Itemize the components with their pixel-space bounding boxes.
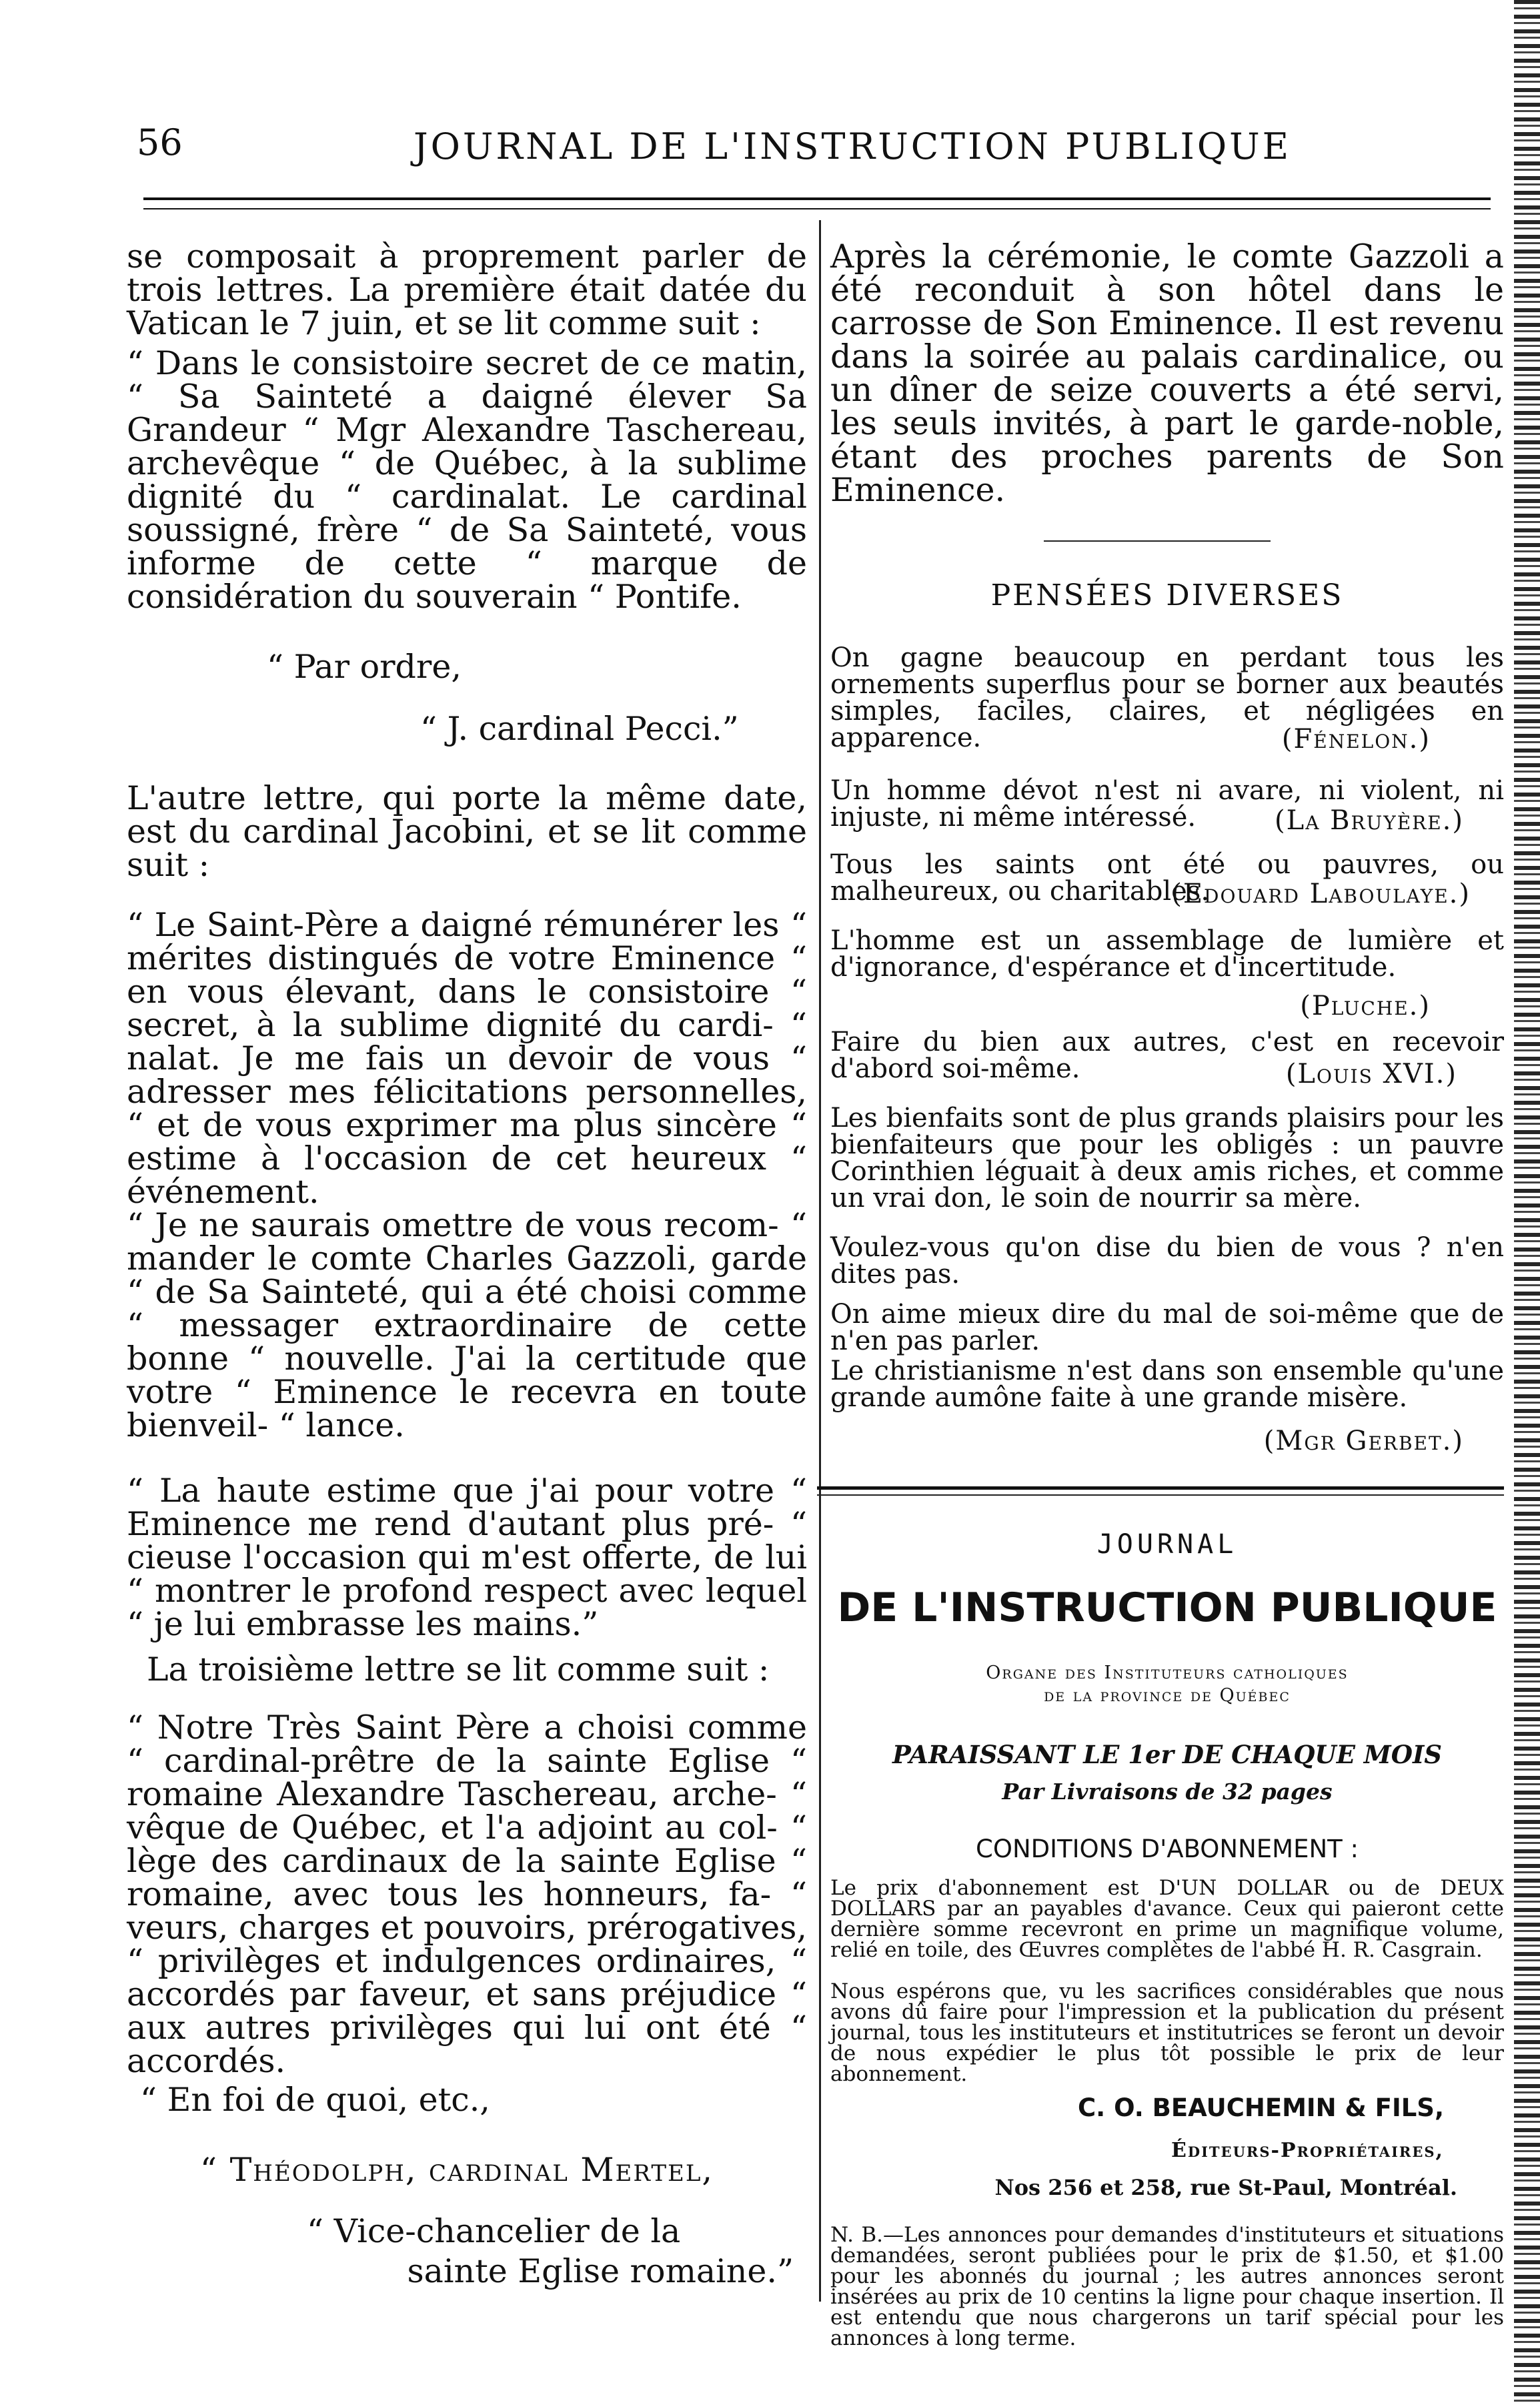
maxim-fenelon-author: (Fénelon.) (1281, 724, 1431, 755)
maxim-voulez-vous: Voulez-vous qu'on dise du bien de vous ? n'en dites pas. (830, 1232, 1504, 1290)
advert-rule (817, 1486, 1504, 1490)
quote-mertel-signature: “ Théodolph, cardinal Mertel, (200, 2151, 714, 2189)
maxim-la-bruyere: Un homme dévot n'est ni avare, ni violent, ni injuste, ni même intéressé. (830, 775, 1504, 833)
advert-prix: Le prix d'abonnement est D'UN DOLLAR ou de DEUX DOLLARS par an payables d'avance. Ceux qui paieront cette dernière somme recevront en prime un magnifique volume, relié en toile, des Œuvres complètes de l'abbé H. R. Casgrain. (830, 1876, 1504, 1962)
quote-pecci-order: “ Par ordre, (267, 648, 462, 686)
quote-pecci-signature: “ J. cardinal Pecci.” (420, 710, 739, 748)
section-rule (1044, 540, 1271, 542)
advert-rule-thin (817, 1494, 1504, 1496)
advert-organe-2: de la province de Québec (1044, 1685, 1291, 1706)
maxim-bienfaits: Les bienfaits sont de plus grands plaisirs pour les bienfaiteurs que pour les obligés : un pauvre Corinthien léguait à deux amis riches, et comme un vrai don, le soin de nourrir sa mère. (830, 1103, 1504, 1214)
quote-jacobini-1: “ Le Saint-Père a daigné rémunérer les “ mérites distingués de votre Eminence “ en vous élevant, dans le consistoire “ secret, à la sublime dignité du cardi- “ nalat. Je me fais un devoir de vous “ adresser mes félicitations personnelles, “ et de vous exprimer ma plus sincère “ estime à l'occasion de cet heureux “ événement. (127, 906, 807, 1211)
quote-mertel-title-1: “ Vice-chancelier de la (307, 2212, 681, 2250)
maxim-laboulaye: Tous les saints ont été ou pauvres, ou malheureux, ou charitables. (830, 849, 1504, 907)
advert-title: DE L'INSTRUCTION PUBLIQUE (837, 1584, 1497, 1631)
paragraph-troisieme: La troisième lettre se lit comme suit : (147, 1650, 770, 1689)
advert-paraissant: PARAISSANT LE 1er DE CHAQUE MOIS (892, 1740, 1442, 1769)
quote-mertel: “ Notre Très Saint Père a choisi comme “ cardinal-prêtre de la sainte Eglise “ romaine Alexandre Taschereau, arche- “ vêque de Québec, et l'a adjoint au col- “ lège des cardinaux de la sainte Eglise “ romaine, avec tous les honneurs, fa- “ veurs, charges et pouvoirs, prérogatives, “ privilèges et indulgences ordinaires, “ accordés par faveur, et sans préjudice “ aux autres privilèges qui lui ont été “ accordés. (127, 1709, 808, 2080)
maxim-la-bruyere-author: (La Bruyère.) (1275, 805, 1464, 836)
running-title: JOURNAL DE L'INSTRUCTION PUBLIQUE (414, 125, 1292, 167)
quote-pecci: “ Dans le consistoire secret de ce matin, “ Sa Sainteté a daigné élever Sa Grandeur “ Mgr Alexandre Taschereau, archevêque “ de Québec, à la sublime dignité du “ cardinalat. Le cardinal soussigné, frère “ de Sa Sainteté, vous informe de cette “ marque de considération du souverain “ Pontife. (127, 344, 807, 616)
column-divider (819, 220, 821, 2302)
maxim-christianisme: Le christianisme n'est dans son ensemble qu'une grande aumône faite à une grande misère. (830, 1356, 1504, 1413)
maxim-pluche-author: (Pluche.) (1300, 991, 1431, 1021)
header-rule (143, 197, 1491, 200)
advert-organe-1: Organe des Instituteurs catholiques (986, 1662, 1349, 1683)
advert-esperons: Nous espérons que, vu les sacrifices considérables que nous avons dû faire pour l'impression et la publication du présent journal, tous les instituteurs et institutrices se feront un devoir de nous expédier le plus tôt possible le prix de leur abonnement. (830, 1979, 1504, 2086)
quote-jacobini-2: “ Je ne saurais omettre de vous recom- “ mander le comte Charles Gazzoli, garde “ de Sa Sainteté, qui a été choisi comme “ messager extraordinaire de cette bonne “ nouvelle. J'ai la certitude que votre “ Eminence le recevra en toute bienveil- “ lance. (127, 1206, 807, 1444)
maxim-on-aime: On aime mieux dire du mal de soi-même que de n'en pas parler. (830, 1299, 1504, 1356)
paragraph-jacobini: L'autre lettre, qui porte la même date, est du cardinal Jacobini, et se lit comme suit : (127, 779, 807, 884)
maxim-christianisme-author: (Mgr Gerbet.) (1263, 1426, 1464, 1456)
header-rule-thin (143, 208, 1491, 209)
pensees-title: PENSÉES DIVERSES (990, 578, 1344, 612)
advert-editeurs: Éditeurs-Propriétaires, (1171, 2139, 1444, 2162)
page-edge-scan-artifact (1514, 0, 1540, 2407)
maxim-laboulaye-author: (Edouard Laboulaye.) (1171, 879, 1471, 909)
maxim-louis-xvi-author: (Louis XVI.) (1285, 1059, 1457, 1089)
quote-mertel-title-2: sainte Eglise romaine.” (407, 2252, 794, 2290)
advert-nota-bene: N. B.—Les annonces pour demandes d'instituteurs et situations demandées, seront publiées pour le prix de $1.50, et $1.00 pour les abonnés du journal ; les autres annonces seront insérées au prix de 10 centins la ligne pour chaque insertion. Il est entendu que nous chargerons un tarif spécial pour les annonces à long terme. (830, 2223, 1504, 2350)
quote-jacobini-3: “ La haute estime que j'ai pour votre “ Eminence me rend d'autant plus pré- “ cieuse l'occasion qui m'est offerte, de lui “ montrer le profond respect avec lequel “ je lui embrasse les mains.” (127, 1472, 807, 1643)
paragraph-intro: se composait à proprement parler de trois lettres. La première était datée du Vatican le 7 juin, et se lit comme suit : (127, 237, 807, 342)
advert-publisher: C. O. BEAUCHEMIN & FILS, (1078, 2093, 1444, 2122)
advert-conditions: CONDITIONS D'ABONNEMENT : (976, 1835, 1359, 1863)
maxim-fenelon: On gagne beaucoup en perdant tous les ornements superflus pour se borner aux beautés simples, faciles, claires, et négligées en apparence. (830, 642, 1504, 753)
advert-journal: JOURNAL (1096, 1529, 1238, 1560)
maxim-louis-xvi: Faire du bien aux autres, c'est en recevoir d'abord soi-même. (830, 1027, 1504, 1084)
quote-mertel-etc: “ En foi de quoi, etc., (140, 2081, 490, 2119)
maxim-pluche: L'homme est un assemblage de lumière et d'ignorance, d'espérance et d'incertitude. (830, 925, 1504, 983)
advert-livraisons: Par Livraisons de 32 pages (1002, 1779, 1333, 1805)
paragraph-ceremonie: Après la cérémonie, le comte Gazzoli a été reconduit à son hôtel dans le carrosse de Son Eminence. Il est revenu dans la soirée au palais cardinalice, ou un dîner de seize couverts a été servi, les seuls invités, à part le garde-noble, étant des proches parents de Son Eminence. (830, 237, 1504, 509)
page-number: 56 (137, 121, 183, 163)
advert-address: Nos 256 et 258, rue St-Paul, Montréal. (994, 2175, 1457, 2200)
